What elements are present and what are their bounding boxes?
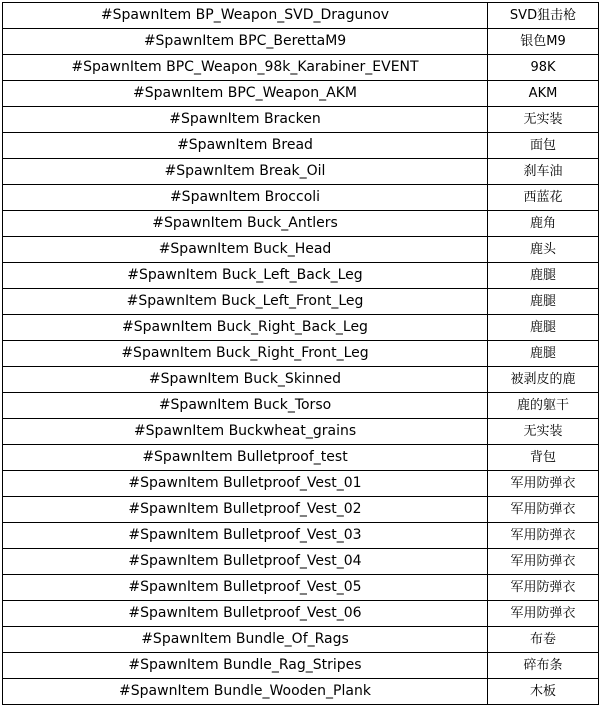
item-name-cell: 军用防弹衣 [488,549,599,575]
command-cell: #SpawnItem Bulletproof_Vest_05 [3,575,488,601]
item-name-cell: 鹿角 [488,211,599,237]
table-row [3,601,599,627]
table-row [3,3,599,29]
table-row [3,627,599,653]
command-cell: #SpawnItem Bulletproof_Vest_01 [3,471,488,497]
table-row [3,237,599,263]
command-cell: #SpawnItem Bulletproof_Vest_06 [3,601,488,627]
item-name-cell: 军用防弹衣 [488,497,599,523]
table-row [3,445,599,471]
item-name-cell: 军用防弹衣 [488,471,599,497]
item-name-cell: 鹿腿 [488,289,599,315]
spawn-item-table-body [3,3,599,705]
command-cell: #SpawnItem Buck_Right_Back_Leg [3,315,488,341]
table-row [3,393,599,419]
command-cell: #SpawnItem Bulletproof_Vest_04 [3,549,488,575]
command-cell: #SpawnItem Buck_Left_Front_Leg [3,289,488,315]
table-row [3,653,599,679]
item-name-cell: 背包 [488,445,599,471]
table-row [3,211,599,237]
item-name-cell: 木板 [488,679,599,705]
item-name-cell: 布卷 [488,627,599,653]
command-cell: #SpawnItem Broccoli [3,185,488,211]
item-name-cell: 碎布条 [488,653,599,679]
command-cell: #SpawnItem BPC_Weapon_AKM [3,81,488,107]
item-name-cell: 无实装 [488,419,599,445]
command-cell: #SpawnItem Bread [3,133,488,159]
command-cell: #SpawnItem Bracken [3,107,488,133]
command-cell: #SpawnItem BPC_BerettaM9 [3,29,488,55]
command-cell: #SpawnItem Bulletproof_Vest_02 [3,497,488,523]
item-name-cell: 被剥皮的鹿 [488,367,599,393]
table-row [3,289,599,315]
command-cell: #SpawnItem BP_Weapon_SVD_Dragunov [3,3,488,29]
table-row [3,315,599,341]
table-row [3,341,599,367]
item-name-cell: 军用防弹衣 [488,575,599,601]
item-name-cell: 军用防弹衣 [488,523,599,549]
command-cell: #SpawnItem BPC_Weapon_98k_Karabiner_EVENT [3,55,488,81]
command-cell: #SpawnItem Buck_Skinned [3,367,488,393]
command-cell: #SpawnItem Bundle_Of_Rags [3,627,488,653]
item-name-cell: AKM [488,81,599,107]
item-name-cell: 鹿腿 [488,341,599,367]
command-cell: #SpawnItem Buck_Right_Front_Leg [3,341,488,367]
spawn-item-table [2,2,599,705]
table-row [3,107,599,133]
command-cell: #SpawnItem Buck_Left_Back_Leg [3,263,488,289]
item-name-cell: 银色M9 [488,29,599,55]
item-name-cell: 鹿的躯干 [488,393,599,419]
table-row [3,419,599,445]
table-row [3,679,599,705]
table-row [3,497,599,523]
table-row [3,263,599,289]
command-cell: #SpawnItem Bulletproof_Vest_03 [3,523,488,549]
item-name-cell: 鹿腿 [488,315,599,341]
command-cell: #SpawnItem Break_Oil [3,159,488,185]
table-row [3,81,599,107]
table-row [3,549,599,575]
command-cell: #SpawnItem Buck_Head [3,237,488,263]
table-row [3,471,599,497]
command-cell: #SpawnItem Buckwheat_grains [3,419,488,445]
item-name-cell: 军用防弹衣 [488,601,599,627]
command-cell: #SpawnItem Buck_Torso [3,393,488,419]
table-row [3,523,599,549]
table-row [3,159,599,185]
command-cell: #SpawnItem Bulletproof_test [3,445,488,471]
item-name-cell: 面包 [488,133,599,159]
table-row [3,575,599,601]
table-row [3,185,599,211]
item-name-cell: 98K [488,55,599,81]
table-row [3,367,599,393]
command-cell: #SpawnItem Bundle_Rag_Stripes [3,653,488,679]
command-cell: #SpawnItem Buck_Antlers [3,211,488,237]
command-cell: #SpawnItem Bundle_Wooden_Plank [3,679,488,705]
item-name-cell: 鹿腿 [488,263,599,289]
table-row [3,55,599,81]
table-row [3,133,599,159]
table-row [3,29,599,55]
item-name-cell: 西蓝花 [488,185,599,211]
item-name-cell: 刹车油 [488,159,599,185]
item-name-cell: 鹿头 [488,237,599,263]
item-name-cell: 无实装 [488,107,599,133]
item-name-cell: SVD狙击枪 [488,3,599,29]
